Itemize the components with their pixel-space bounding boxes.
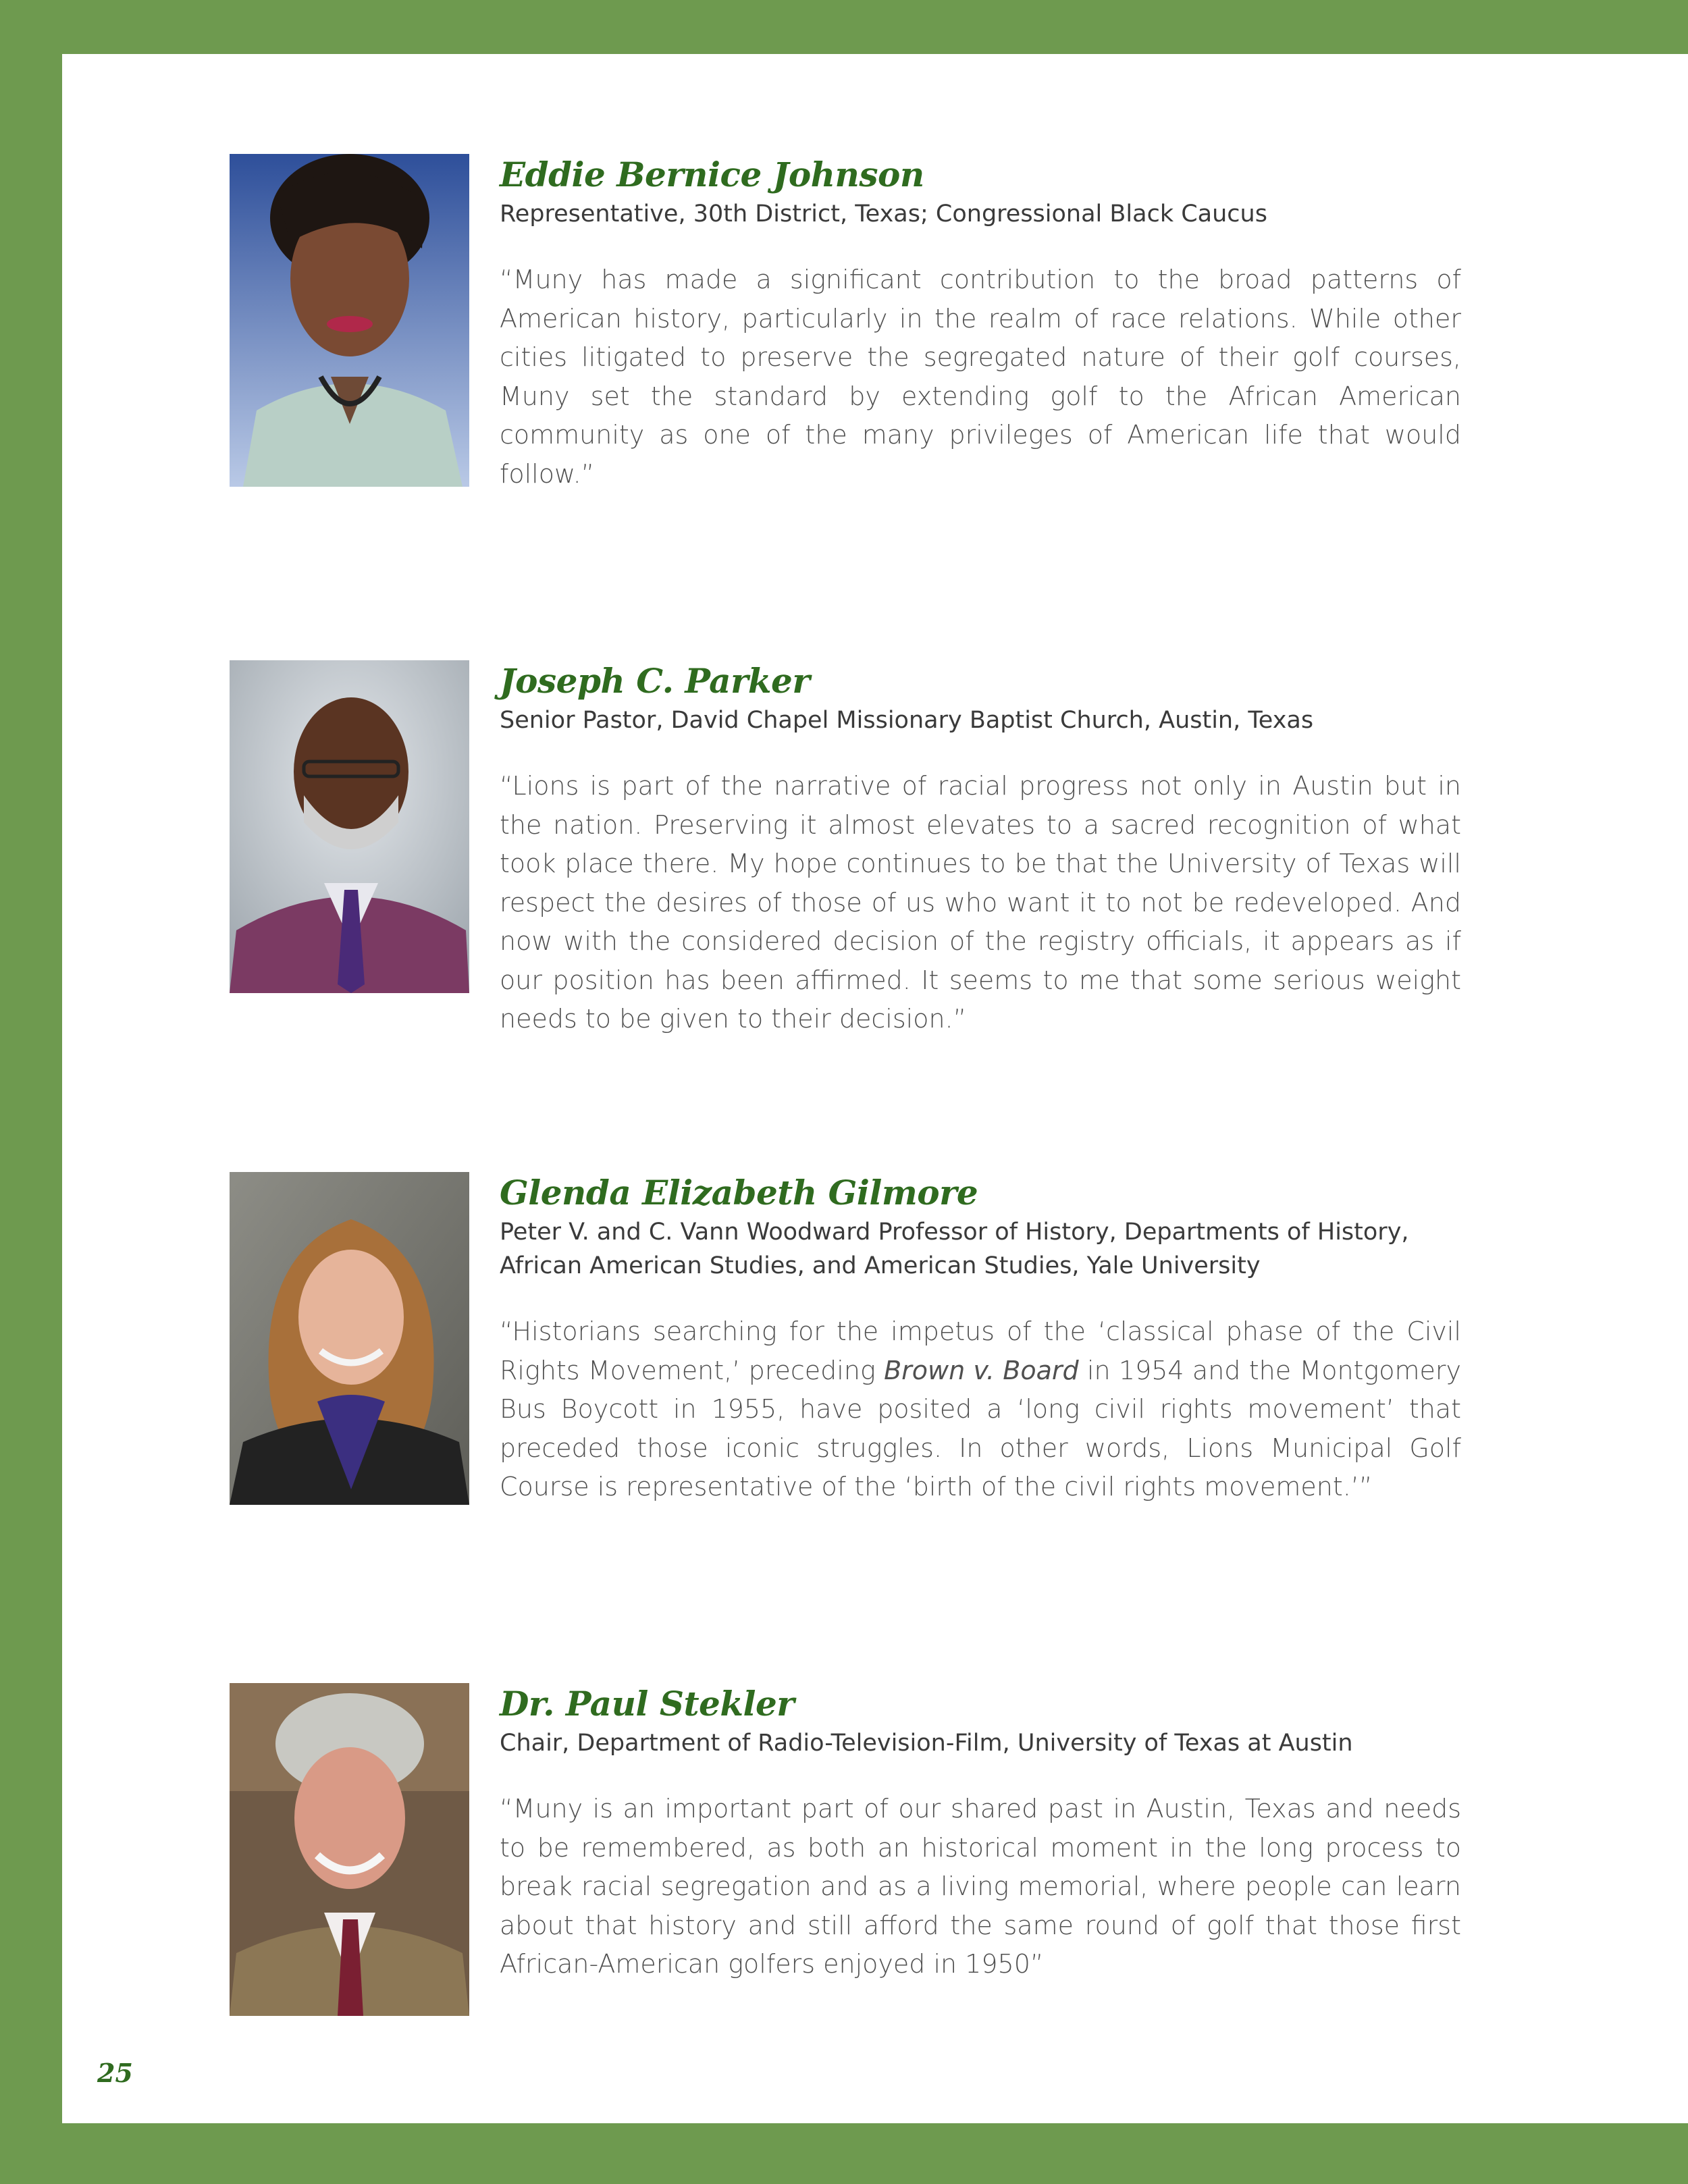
portrait-photo <box>230 660 469 993</box>
person-quote: “Muny is an important part of our shared past in Austin, Texas and needs to be remembered, as both an historical moment in the long process to break racial segregation and as a living memorial, where people can learn about that history and still afford the same round of golf that those first African-American golfers enjoyed in 1950” <box>500 1794 1461 1979</box>
document-page <box>62 54 1688 2123</box>
testimonial-text <box>500 1683 1461 1984</box>
person-title: Peter V. and C. Vann Woodward Professor of History, Departments of History, African American Studies, and American Studies, Yale University <box>500 1219 1409 1279</box>
person-name: Joseph C. Parker <box>500 661 810 701</box>
portrait-photo <box>230 1683 469 2016</box>
person-name: Eddie Bernice Johnson <box>500 155 924 194</box>
person-quote: “Muny has made a significant contribution to the broad patterns of American history, particularly in the realm of race relations. While other cities litigated to preserve the segregated nature of their golf courses, Muny set the standard by extending golf to the African American community as one of the many privileges of American life that would follow.” <box>500 265 1461 489</box>
person-name: Dr. Paul Stekler <box>500 1684 795 1724</box>
portrait-photo <box>230 1172 469 1505</box>
person-name: Glenda Elizabeth Gilmore <box>500 1173 978 1213</box>
person-title: Senior Pastor, David Chapel Missionary Baptist Church, Austin, Texas <box>500 707 1314 734</box>
portrait-image-icon <box>230 1683 469 2016</box>
person-title: Representative, 30th District, Texas; Congressional Black Caucus <box>500 201 1267 228</box>
person-title: Chair, Department of Radio-Television-Film, University of Texas at Austin <box>500 1730 1353 1757</box>
portrait-image-icon <box>230 154 469 487</box>
portrait-photo <box>230 154 469 487</box>
testimonial-text <box>500 660 1461 1039</box>
person-quote: “Historians searching for the impetus of the ‘classical phase of the Civil Rights Movement,’ preceding Brown v. Board in 1954 and the Montgomery Bus Boycott in 1955, have posited a ‘long civil rights movement’ that preceded those iconic struggles. In other words, Lions Municipal Golf Course is representative of the ‘birth of the civil rights movement.’” <box>500 1316 1461 1501</box>
page-number: 25 <box>97 2058 133 2088</box>
person-quote: “Lions is part of the narrative of racial progress not only in Austin but in the nation. Preserving it almost elevates to a sacred recognition of what took place there. My hope continues to be that the University of Texas will respect the desires of those of us who want it to not be redeveloped. And now with the considered decision of the registry officials, it appears as if our position has been affirmed. It seems to me that some serious weight needs to be given to their decision.” <box>500 771 1461 1034</box>
portrait-image-icon <box>230 660 469 993</box>
testimonial-text <box>500 1172 1461 1507</box>
portrait-image-icon <box>230 1172 469 1505</box>
testimonial-text <box>500 154 1461 494</box>
